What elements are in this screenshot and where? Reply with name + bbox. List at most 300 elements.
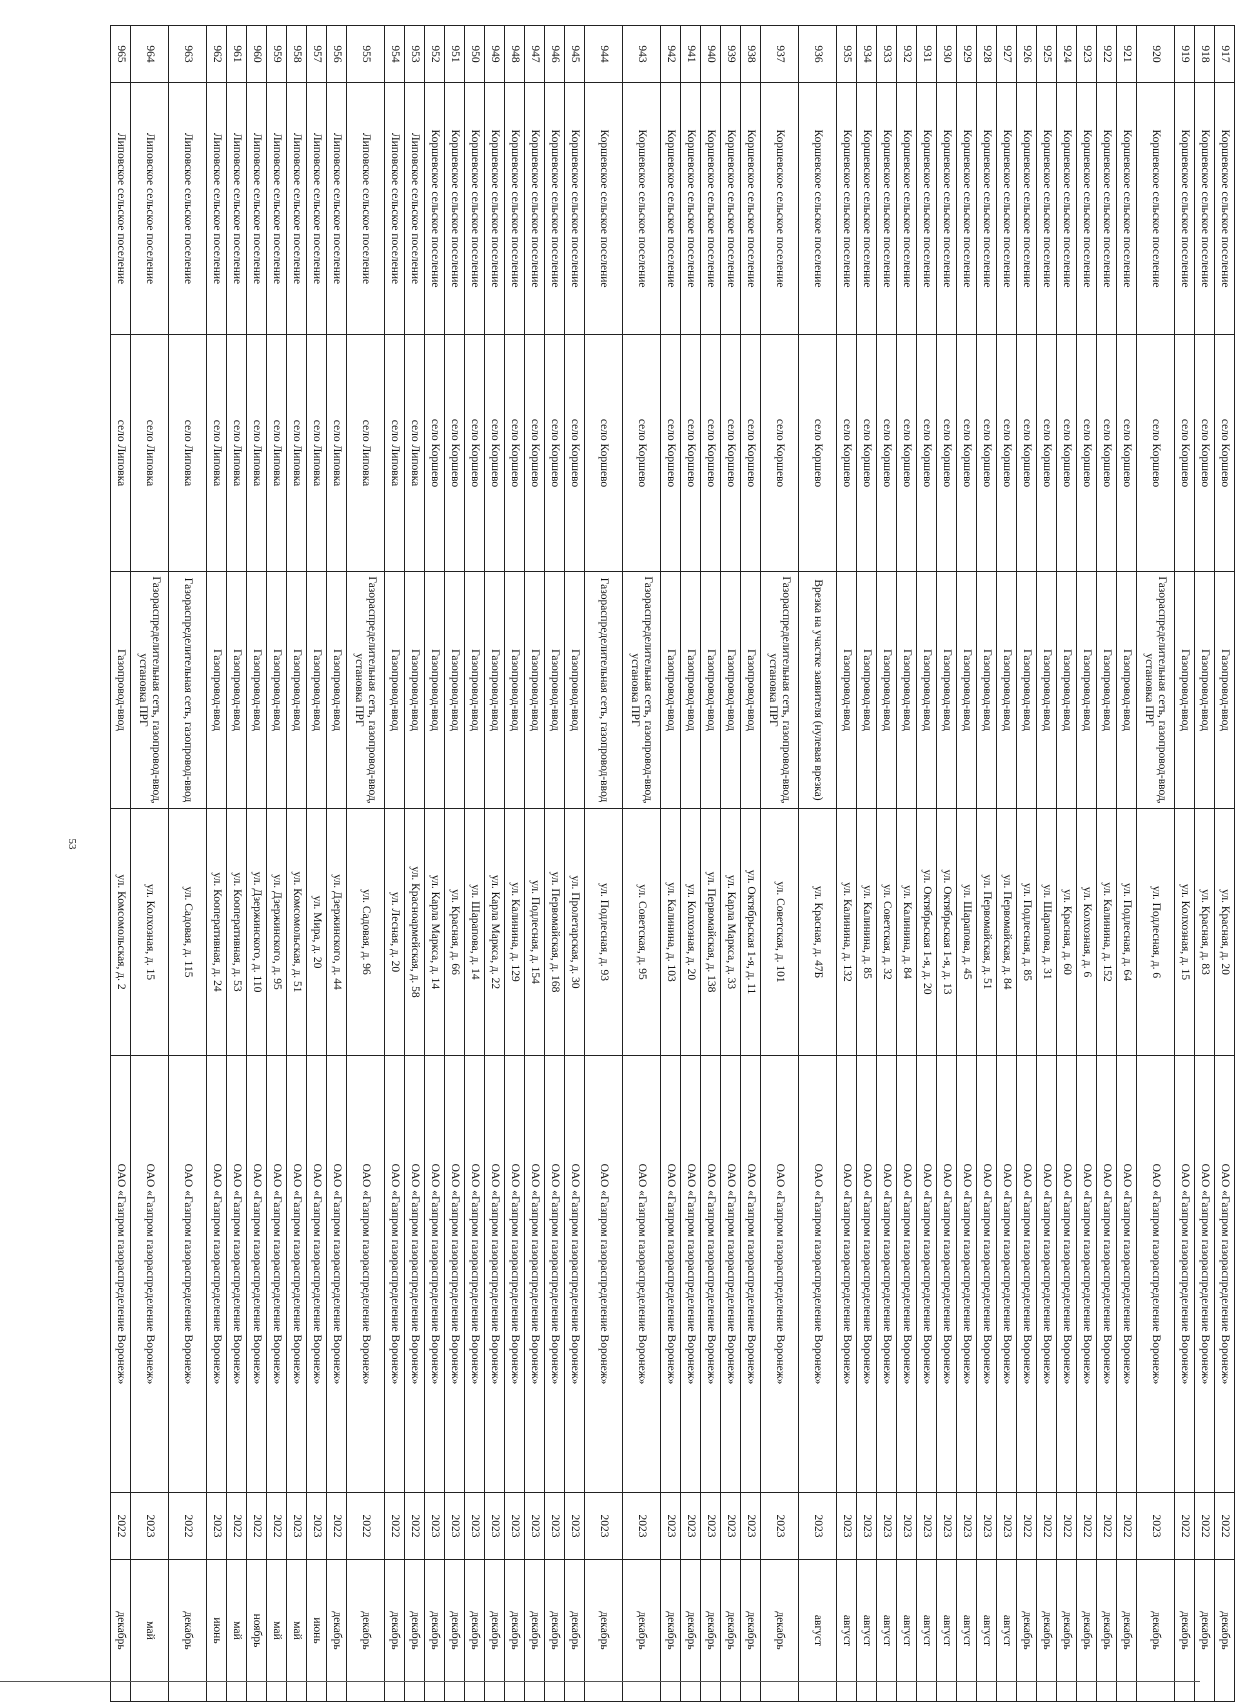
year-cell: 2023 — [877, 1493, 897, 1560]
address-cell: ул. Первомайская, д. 138 — [701, 809, 721, 1056]
address-cell: ул. Шарапова, д. 14 — [465, 809, 485, 1056]
address-cell: ул. Октябрьская 1-я, д. 11 — [741, 809, 761, 1056]
row-number: 953 — [405, 26, 425, 83]
settlement-cell: Липовское сельское поселение — [385, 83, 405, 335]
year-cell: 2023 — [207, 1493, 227, 1560]
table-row — [1175, 26, 1195, 1702]
object-cell: Газопровод-ввод — [425, 572, 445, 809]
object-cell: Газопровод-ввод — [111, 572, 131, 809]
settlement-cell: Коршевское сельское поселение — [585, 83, 623, 335]
table-row — [465, 26, 485, 1702]
row-number: 921 — [1117, 26, 1137, 83]
locality-cell: село Коршево — [1175, 335, 1195, 572]
object-cell: Газопровод-ввод — [545, 572, 565, 809]
row-number: 961 — [227, 26, 247, 83]
settlement-cell: Коршевское сельское поселение — [937, 83, 957, 335]
year-cell: 2023 — [761, 1493, 799, 1560]
locality-cell: село Коршево — [623, 335, 661, 572]
settlement-cell: Липовское сельское поселение — [405, 83, 425, 335]
row-number: 957 — [307, 26, 327, 83]
address-cell: ул. Колхозная, д. 15 — [1175, 809, 1195, 1056]
month-cell: ноябрь — [247, 1560, 267, 1702]
organization-cell: ОАО «Газпром газораспределение Воронеж» — [623, 1056, 661, 1493]
month-cell: август — [997, 1560, 1017, 1702]
locality-cell: село Липовка — [307, 335, 327, 572]
month-cell: декабрь — [565, 1560, 585, 1702]
settlement-cell: Коршевское сельское поселение — [623, 83, 661, 335]
organization-cell: ОАО «Газпром газораспределение Воронеж» — [877, 1056, 897, 1493]
year-cell: 2023 — [741, 1493, 761, 1560]
object-cell: Газопровод-ввод — [525, 572, 545, 809]
year-cell: 2022 — [1215, 1493, 1235, 1560]
organization-cell: ОАО «Газпром газораспределение Воронеж» — [1097, 1056, 1117, 1493]
year-cell: 2022 — [111, 1493, 131, 1560]
table-row — [247, 26, 267, 1702]
row-number: 943 — [623, 26, 661, 83]
address-cell: ул. Подлесная, д. 6 — [1137, 809, 1175, 1056]
month-cell: июнь — [207, 1560, 227, 1702]
table-row — [741, 26, 761, 1702]
month-cell: декабрь — [681, 1560, 701, 1702]
table-row — [505, 26, 525, 1702]
row-number: 938 — [741, 26, 761, 83]
table-row — [1137, 26, 1175, 1702]
month-cell: декабрь — [545, 1560, 565, 1702]
year-cell: 2022 — [1175, 1493, 1195, 1560]
settlement-cell: Коршевское сельское поселение — [721, 83, 741, 335]
object-cell: Газопровод-ввод — [1195, 572, 1215, 809]
organization-cell: ОАО «Газпром газораспределение Воронеж» — [111, 1056, 131, 1493]
organization-cell: ОАО «Газпром газораспределение Воронеж» — [385, 1056, 405, 1493]
locality-cell: село Коршево — [485, 335, 505, 572]
object-cell: Газопровод-ввод — [267, 572, 287, 809]
month-cell: декабрь — [1097, 1560, 1117, 1702]
table-row — [1037, 26, 1057, 1702]
address-cell: ул. Колхозная, д. 15 — [131, 809, 169, 1056]
locality-cell: село Липовка — [287, 335, 307, 572]
address-cell: ул. Красноармейская, д. 58 — [405, 809, 425, 1056]
year-cell: 2022 — [347, 1493, 385, 1560]
settlement-cell: Липовское сельское поселение — [267, 83, 287, 335]
settlement-cell: Коршевское сельское поселение — [1195, 83, 1215, 335]
month-cell: август — [977, 1560, 997, 1702]
object-cell: Газопровод-ввод — [1117, 572, 1137, 809]
settlement-cell: Коршевское сельское поселение — [1057, 83, 1077, 335]
month-cell: декабрь — [761, 1560, 799, 1702]
row-number: 917 — [1215, 26, 1235, 83]
month-cell: май — [227, 1560, 247, 1702]
row-number: 952 — [425, 26, 445, 83]
table-row — [525, 26, 545, 1702]
year-cell: 2022 — [1037, 1493, 1057, 1560]
table-row — [661, 26, 681, 1702]
object-cell: Газопровод-ввод — [405, 572, 425, 809]
address-cell: ул. Дзержинского, д. 44 — [327, 809, 347, 1056]
settlement-cell: Коршевское сельское поселение — [1017, 83, 1037, 335]
locality-cell: село Коршево — [1117, 335, 1137, 572]
year-cell: 2023 — [525, 1493, 545, 1560]
month-cell: август — [857, 1560, 877, 1702]
organization-cell: ОАО «Газпром газораспределение Воронеж» — [485, 1056, 505, 1493]
row-number: 945 — [565, 26, 585, 83]
settlement-cell: Липовское сельское поселение — [207, 83, 227, 335]
object-cell: Газопровод-ввод — [741, 572, 761, 809]
settlement-cell: Липовское сельское поселение — [111, 83, 131, 335]
settlement-cell: Коршевское сельское поселение — [837, 83, 857, 335]
month-cell: май — [131, 1560, 169, 1702]
organization-cell: ОАО «Газпром газораспределение Воронеж» — [661, 1056, 681, 1493]
year-cell: 2023 — [681, 1493, 701, 1560]
year-cell: 2023 — [799, 1493, 837, 1560]
address-cell: ул. Советская, д. 95 — [623, 809, 661, 1056]
object-cell: Газопровод-ввод — [917, 572, 937, 809]
table-row — [267, 26, 287, 1702]
settlement-cell: Коршевское сельское поселение — [897, 83, 917, 335]
organization-cell: ОАО «Газпром газораспределение Воронеж» — [1077, 1056, 1097, 1493]
locality-cell: село Коршево — [799, 335, 837, 572]
month-cell: август — [897, 1560, 917, 1702]
month-cell: декабрь — [1175, 1560, 1195, 1702]
organization-cell: ОАО «Газпром газораспределение Воронеж» — [721, 1056, 741, 1493]
object-cell: Газопровод-ввод — [1037, 572, 1057, 809]
object-cell: Газопровод-ввод — [327, 572, 347, 809]
object-cell: Газопровод-ввод — [227, 572, 247, 809]
year-cell: 2023 — [505, 1493, 525, 1560]
month-cell: декабрь — [741, 1560, 761, 1702]
month-cell: август — [799, 1560, 837, 1702]
row-number: 937 — [761, 26, 799, 83]
row-number: 926 — [1017, 26, 1037, 83]
row-number: 965 — [111, 26, 131, 83]
locality-cell: село Коршево — [1195, 335, 1215, 572]
object-cell: Газопровод-ввод — [837, 572, 857, 809]
organization-cell: ОАО «Газпром газораспределение Воронеж» — [1037, 1056, 1057, 1493]
table-row — [445, 26, 465, 1702]
row-number: 932 — [897, 26, 917, 83]
organization-cell: ОАО «Газпром газораспределение Воронеж» — [465, 1056, 485, 1493]
address-cell: ул. Карла Маркса, д. 14 — [425, 809, 445, 1056]
table-row — [385, 26, 405, 1702]
settlement-cell: Коршевское сельское поселение — [977, 83, 997, 335]
row-number: 936 — [799, 26, 837, 83]
organization-cell: ОАО «Газпром газораспределение Воронеж» — [1137, 1056, 1175, 1493]
organization-cell: ОАО «Газпром газораспределение Воронеж» — [1017, 1056, 1037, 1493]
gasification-registry-table — [110, 25, 1235, 1702]
table-row — [897, 26, 917, 1702]
address-cell: ул. Мира, д. 20 — [307, 809, 327, 1056]
row-number: 931 — [917, 26, 937, 83]
table-row — [287, 26, 307, 1702]
organization-cell: ОАО «Газпром газораспределение Воронеж» — [917, 1056, 937, 1493]
row-number: 950 — [465, 26, 485, 83]
organization-cell: ОАО «Газпром газораспределение Воронеж» — [227, 1056, 247, 1493]
row-number: 930 — [937, 26, 957, 83]
organization-cell: ОАО «Газпром газораспределение Воронеж» — [897, 1056, 917, 1493]
address-cell: ул. Калинина, д. 103 — [661, 809, 681, 1056]
locality-cell: село Коршево — [701, 335, 721, 572]
table-row — [585, 26, 623, 1702]
year-cell: 2023 — [721, 1493, 741, 1560]
table-row — [917, 26, 937, 1702]
table-row — [227, 26, 247, 1702]
locality-cell: село Коршево — [585, 335, 623, 572]
table-row — [957, 26, 977, 1702]
settlement-cell: Коршевское сельское поселение — [525, 83, 545, 335]
locality-cell: село Коршево — [1077, 335, 1097, 572]
organization-cell: ОАО «Газпром газораспределение Воронеж» — [957, 1056, 977, 1493]
organization-cell: ОАО «Газпром газораспределение Воронеж» — [837, 1056, 857, 1493]
object-cell: Газопровод-ввод — [385, 572, 405, 809]
locality-cell: село Коршево — [465, 335, 485, 572]
settlement-cell: Липовское сельское поселение — [327, 83, 347, 335]
table-row — [1195, 26, 1215, 1702]
month-cell: декабрь — [1077, 1560, 1097, 1702]
month-cell: декабрь — [327, 1560, 347, 1702]
locality-cell: село Коршево — [1057, 335, 1077, 572]
settlement-cell: Липовское сельское поселение — [347, 83, 385, 335]
settlement-cell: Коршевское сельское поселение — [917, 83, 937, 335]
table-row — [1057, 26, 1077, 1702]
row-number: 922 — [1097, 26, 1117, 83]
bottom-rule — [0, 1681, 1200, 1682]
object-cell: Газораспределительная сеть, газопровод-ввод — [169, 572, 207, 809]
organization-cell: ОАО «Газпром газораспределение Воронеж» — [347, 1056, 385, 1493]
locality-cell: село Коршево — [565, 335, 585, 572]
address-cell: ул. Подлесная, д. 154 — [525, 809, 545, 1056]
row-number: 958 — [287, 26, 307, 83]
organization-cell: ОАО «Газпром газораспределение Воронеж» — [425, 1056, 445, 1493]
address-cell: ул. Дзержинского, д. 95 — [267, 809, 287, 1056]
organization-cell: ОАО «Газпром газораспределение Воронеж» — [681, 1056, 701, 1493]
year-cell: 2023 — [997, 1493, 1017, 1560]
year-cell: 2022 — [1117, 1493, 1137, 1560]
year-cell: 2023 — [701, 1493, 721, 1560]
year-cell: 2023 — [937, 1493, 957, 1560]
year-cell: 2022 — [227, 1493, 247, 1560]
settlement-cell: Коршевское сельское поселение — [425, 83, 445, 335]
object-cell: Газораспределительная сеть, газопровод-ввод, установка ПРГ — [623, 572, 661, 809]
settlement-cell: Липовское сельское поселение — [287, 83, 307, 335]
locality-cell: село Липовка — [347, 335, 385, 572]
month-cell: август — [917, 1560, 937, 1702]
row-number: 935 — [837, 26, 857, 83]
month-cell: декабрь — [1137, 1560, 1175, 1702]
table-row — [681, 26, 701, 1702]
rotated-table-wrapper — [114, 25, 1235, 1650]
year-cell: 2023 — [857, 1493, 877, 1560]
table-row — [1017, 26, 1037, 1702]
table-row — [485, 26, 505, 1702]
table-row — [761, 26, 799, 1702]
organization-cell: ОАО «Газпром газораспределение Воронеж» — [701, 1056, 721, 1493]
locality-cell: село Коршево — [957, 335, 977, 572]
month-cell: декабрь — [525, 1560, 545, 1702]
locality-cell: село Коршево — [681, 335, 701, 572]
locality-cell: село Липовка — [385, 335, 405, 572]
year-cell: 2022 — [385, 1493, 405, 1560]
address-cell: ул. Карла Маркса, д. 33 — [721, 809, 741, 1056]
object-cell: Газопровод-ввод — [565, 572, 585, 809]
row-number: 963 — [169, 26, 207, 83]
object-cell: Врезка на участке заявителя (нулевая врезка) — [799, 572, 837, 809]
table-row — [405, 26, 425, 1702]
row-number: 925 — [1037, 26, 1057, 83]
address-cell: ул. Октябрьская 1-я, д. 20 — [917, 809, 937, 1056]
table-row — [347, 26, 385, 1702]
year-cell: 2023 — [287, 1493, 307, 1560]
object-cell: Газопровод-ввод — [207, 572, 227, 809]
object-cell: Газопровод-ввод — [307, 572, 327, 809]
settlement-cell: Липовское сельское поселение — [227, 83, 247, 335]
locality-cell: село Коршево — [445, 335, 465, 572]
row-number: 946 — [545, 26, 565, 83]
settlement-cell: Коршевское сельское поселение — [1077, 83, 1097, 335]
row-number: 964 — [131, 26, 169, 83]
row-number: 951 — [445, 26, 465, 83]
settlement-cell: Коршевское сельское поселение — [485, 83, 505, 335]
locality-cell: село Коршево — [897, 335, 917, 572]
organization-cell: ОАО «Газпром газораспределение Воронеж» — [799, 1056, 837, 1493]
organization-cell: ОАО «Газпром газораспределение Воронеж» — [287, 1056, 307, 1493]
address-cell: ул. Подлесная, д. 93 — [585, 809, 623, 1056]
locality-cell: село Коршево — [877, 335, 897, 572]
address-cell: ул. Комсомольская, д. 2 — [111, 809, 131, 1056]
table-row — [977, 26, 997, 1702]
year-cell: 2022 — [1017, 1493, 1037, 1560]
year-cell: 2022 — [247, 1493, 267, 1560]
settlement-cell: Коршевское сельское поселение — [997, 83, 1017, 335]
settlement-cell: Коршевское сельское поселение — [761, 83, 799, 335]
address-cell: ул. Карла Маркса, д. 22 — [485, 809, 505, 1056]
month-cell: август — [957, 1560, 977, 1702]
table-row — [1215, 26, 1235, 1702]
settlement-cell: Коршевское сельское поселение — [445, 83, 465, 335]
address-cell: ул. Калинина, д. 85 — [857, 809, 877, 1056]
settlement-cell: Коршевское сельское поселение — [799, 83, 837, 335]
address-cell: ул. Подлесная, д. 64 — [1117, 809, 1137, 1056]
locality-cell: село Липовка — [405, 335, 425, 572]
organization-cell: ОАО «Газпром газораспределение Воронеж» — [937, 1056, 957, 1493]
month-cell: июнь — [307, 1560, 327, 1702]
object-cell: Газопровод-ввод — [1057, 572, 1077, 809]
row-number: 934 — [857, 26, 877, 83]
organization-cell: ОАО «Газпром газораспределение Воронеж» — [997, 1056, 1017, 1493]
settlement-cell: Коршевское сельское поселение — [1215, 83, 1235, 335]
settlement-cell: Коршевское сельское поселение — [1137, 83, 1175, 335]
object-cell: Газораспределительная сеть, газопровод-ввод, установка ПРГ — [1137, 572, 1175, 809]
object-cell: Газопровод-ввод — [247, 572, 267, 809]
address-cell: ул. Шарапова, д. 45 — [957, 809, 977, 1056]
table-row — [997, 26, 1017, 1702]
settlement-cell: Коршевское сельское поселение — [505, 83, 525, 335]
month-cell: август — [877, 1560, 897, 1702]
address-cell: ул. Дзержинского, д. 110 — [247, 809, 267, 1056]
locality-cell: село Коршево — [1097, 335, 1117, 572]
locality-cell: село Коршево — [1037, 335, 1057, 572]
locality-cell: село Липовка — [247, 335, 267, 572]
row-number: 918 — [1195, 26, 1215, 83]
locality-cell: село Коршево — [977, 335, 997, 572]
year-cell: 2023 — [485, 1493, 505, 1560]
table-row — [1077, 26, 1097, 1702]
settlement-cell: Коршевское сельское поселение — [877, 83, 897, 335]
row-number: 954 — [385, 26, 405, 83]
table-row — [623, 26, 661, 1702]
settlement-cell: Липовское сельское поселение — [169, 83, 207, 335]
address-cell: ул. Садовая, д. 115 — [169, 809, 207, 1056]
settlement-cell: Коршевское сельское поселение — [1175, 83, 1195, 335]
object-cell: Газораспределительная сеть, газопровод-ввод, установка ПРГ — [347, 572, 385, 809]
month-cell: декабрь — [405, 1560, 425, 1702]
locality-cell: село Коршево — [857, 335, 877, 572]
year-cell: 2023 — [977, 1493, 997, 1560]
locality-cell: село Коршево — [1215, 335, 1235, 572]
month-cell: декабрь — [465, 1560, 485, 1702]
object-cell: Газопровод-ввод — [957, 572, 977, 809]
page-number: 53 — [66, 838, 78, 850]
locality-cell: село Коршево — [545, 335, 565, 572]
year-cell: 2022 — [1097, 1493, 1117, 1560]
object-cell: Газопровод-ввод — [857, 572, 877, 809]
object-cell: Газопровод-ввод — [701, 572, 721, 809]
locality-cell: село Коршево — [741, 335, 761, 572]
month-cell: декабрь — [111, 1560, 131, 1702]
month-cell: май — [267, 1560, 287, 1702]
settlement-cell: Липовское сельское поселение — [247, 83, 267, 335]
row-number: 924 — [1057, 26, 1077, 83]
month-cell: май — [287, 1560, 307, 1702]
month-cell: декабрь — [385, 1560, 405, 1702]
settlement-cell: Коршевское сельское поселение — [661, 83, 681, 335]
month-cell: декабрь — [485, 1560, 505, 1702]
locality-cell: село Коршево — [761, 335, 799, 572]
month-cell: декабрь — [585, 1560, 623, 1702]
address-cell: ул. Калинина, д. 129 — [505, 809, 525, 1056]
settlement-cell: Липовское сельское поселение — [307, 83, 327, 335]
organization-cell: ОАО «Газпром газораспределение Воронеж» — [585, 1056, 623, 1493]
year-cell: 2023 — [623, 1493, 661, 1560]
organization-cell: ОАО «Газпром газораспределение Воронеж» — [761, 1056, 799, 1493]
organization-cell: ОАО «Газпром газораспределение Воронеж» — [741, 1056, 761, 1493]
table-row — [799, 26, 837, 1702]
row-number: 941 — [681, 26, 701, 83]
organization-cell: ОАО «Газпром газораспределение Воронеж» — [977, 1056, 997, 1493]
object-cell: Газопровод-ввод — [877, 572, 897, 809]
year-cell: 2023 — [565, 1493, 585, 1560]
object-cell: Газопровод-ввод — [1097, 572, 1117, 809]
object-cell: Газопровод-ввод — [1215, 572, 1235, 809]
table-row — [565, 26, 585, 1702]
month-cell: декабрь — [1215, 1560, 1235, 1702]
settlement-cell: Коршевское сельское поселение — [1117, 83, 1137, 335]
year-cell: 2022 — [1195, 1493, 1215, 1560]
address-cell: ул. Кооперативная, д. 24 — [207, 809, 227, 1056]
table-row — [425, 26, 445, 1702]
locality-cell: село Коршево — [837, 335, 857, 572]
table-row — [857, 26, 877, 1702]
locality-cell: село Липовка — [169, 335, 207, 572]
year-cell: 2023 — [1137, 1493, 1175, 1560]
locality-cell: село Коршево — [917, 335, 937, 572]
object-cell: Газопровод-ввод — [721, 572, 741, 809]
month-cell: декабрь — [169, 1560, 207, 1702]
table-row — [701, 26, 721, 1702]
month-cell: декабрь — [505, 1560, 525, 1702]
locality-cell: село Коршево — [1137, 335, 1175, 572]
organization-cell: ОАО «Газпром газораспределение Воронеж» — [267, 1056, 287, 1493]
object-cell: Газопровод-ввод — [977, 572, 997, 809]
year-cell: 2023 — [545, 1493, 565, 1560]
